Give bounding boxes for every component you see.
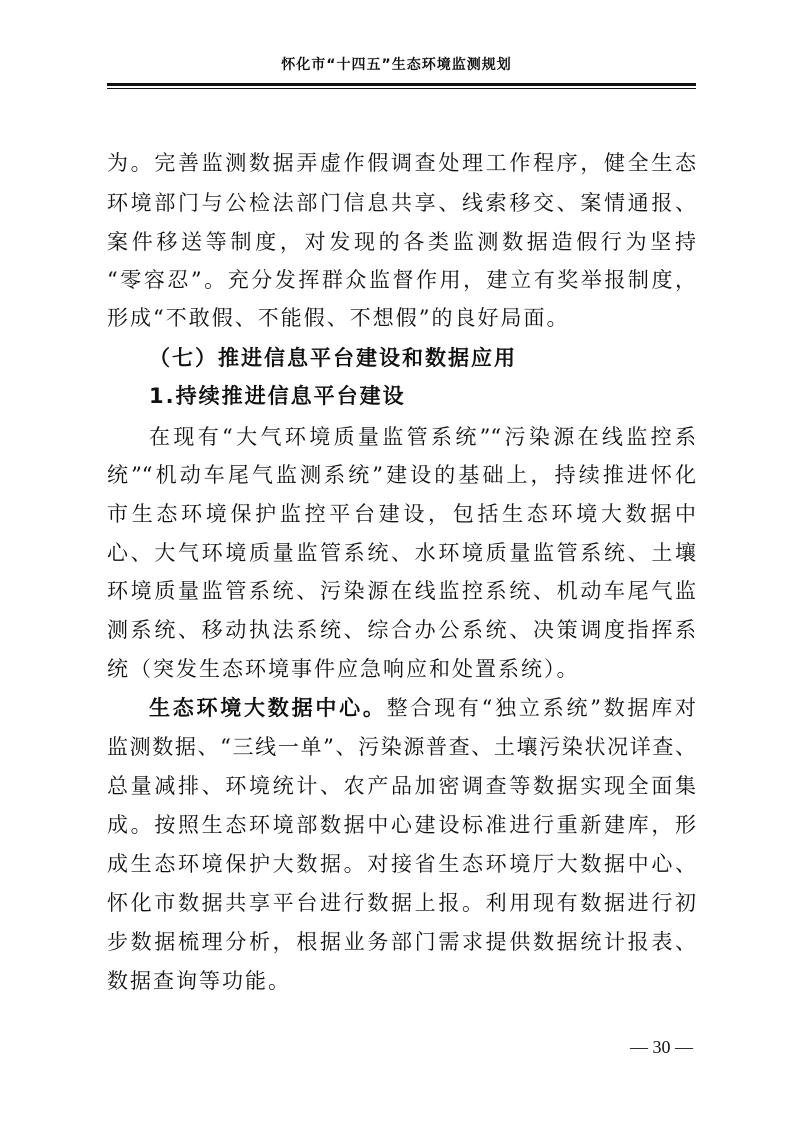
- paragraph-line: 成。按照生态环境部数据中心建设标准进行重新建库，形: [107, 813, 696, 837]
- paragraph-line: 环境质量监管系统、污染源在线监控系统、机动车尾气监: [107, 579, 696, 603]
- paragraph-line: 成生态环境保护大数据。对接省生态环境厅大数据中心、: [107, 852, 696, 876]
- page-number: — 30 —: [630, 1037, 693, 1057]
- paragraph-line: 测系统、移动执法系统、综合办公系统、决策调度指挥系: [107, 618, 696, 642]
- subsection-heading: 1.持续推进信息平台建设: [149, 384, 406, 408]
- paragraph-line: 案件移送等制度，对发现的各类监测数据造假行为坚持: [107, 230, 696, 254]
- paragraph-line: 统”“机动车尾气监测系统”建设的基础上，持续推进怀化: [107, 463, 696, 487]
- header-title: 怀化市“十四五”生态环境监测规划: [281, 57, 512, 73]
- paragraph-line: 步数据梳理分析，根据业务部门需求提供数据统计报表、: [107, 930, 696, 954]
- paragraph-line: 环境部门与公检法部门信息共享、线索移交、案情通报、: [107, 191, 696, 215]
- paragraph-line: 总量减排、环境统计、农产品加密调查等数据实现全面集: [107, 774, 696, 798]
- paragraph-lead-line: [107, 688, 696, 728]
- paragraph-line: 为。完善监测数据弄虚作假调查处理工作程序，健全生态: [107, 151, 696, 175]
- paragraph-line: 形成“不敢假、不能假、不想假”的良好局面。: [107, 306, 570, 330]
- section-heading: （七）推进信息平台建设和数据应用: [149, 346, 517, 370]
- paragraph-line: 在现有“大气环境质量监管系统”“污染源在线监控系: [149, 425, 696, 449]
- paragraph-line: 市生态环境保护监控平台建设，包括生态环境大数据中: [107, 502, 696, 526]
- lead-rest: 整合现有“独立系统”数据库对: [386, 696, 696, 720]
- paragraph-line: 怀化市数据共享平台进行数据上报。利用现有数据进行初: [107, 891, 696, 915]
- bold-lead: 生态环境大数据中心。: [149, 696, 387, 720]
- paragraph-line: 统（突发生态环境事件应急响应和处置系统）。: [107, 657, 580, 681]
- header-rule-thick: [107, 83, 696, 86]
- header-rule-thin: [107, 88, 696, 89]
- paragraph-line: “零容忍”。充分发挥群众监督作用，建立有奖举报制度，: [107, 268, 696, 292]
- paragraph-line: 心、大气环境质量监管系统、水环境质量监管系统、土壤: [107, 541, 696, 565]
- paragraph-line: 监测数据、“三线一单”、污染源普查、土壤污染状况详查、: [107, 735, 696, 759]
- paragraph-line: 数据查询等功能。: [107, 969, 291, 993]
